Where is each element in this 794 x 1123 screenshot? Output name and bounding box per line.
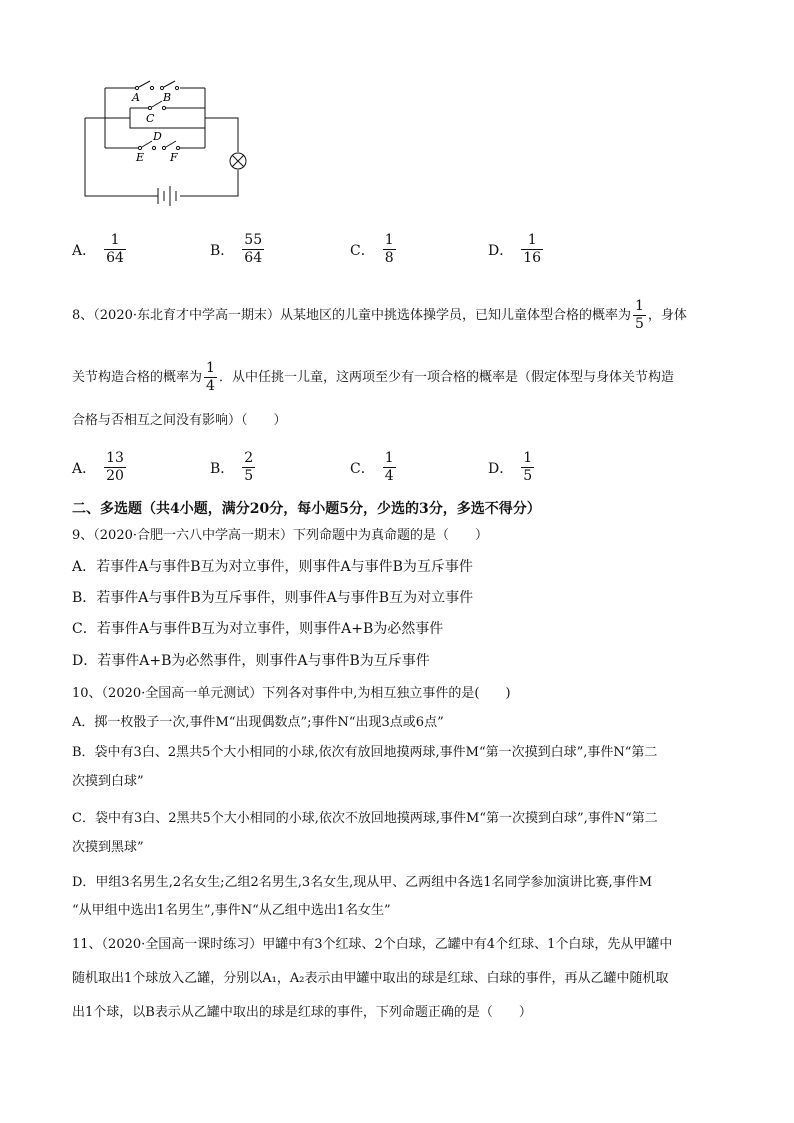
option-fraction: $\frac{1}{4}$: [384, 450, 394, 484]
switch-label-c: C: [146, 112, 155, 125]
q11-line-1: 11、（2020·全国高一课时练习）甲罐中有3个红球、2个白球，乙罐中有4个红球、1个白球，先从甲罐中: [72, 937, 673, 952]
option-fraction: $\frac{1}{64}$: [106, 232, 124, 266]
q10-option-b-line2: 次摸到白球”: [72, 774, 144, 789]
q9-option-b[interactable]: B．若事件A与事件B为互斥事件，则事件A与事件B互为对立事件: [72, 590, 474, 606]
option-fraction: $\frac{2}{5}$: [244, 450, 254, 484]
q8-fraction-1: $\frac{1}{5}$: [635, 298, 644, 332]
q11-line-2: 随机取出1个球放入乙罐，分别以A₁，A₂表示由甲罐中取出的球是红球、白球的事件，再从乙罐中随机取: [72, 971, 669, 986]
option-label: D．: [488, 460, 514, 477]
switch-label-f: F: [170, 151, 178, 164]
q8-line-1: 8、（2020·东北育才中学高一期末）从某地区的儿童中挑选体操学员，已知儿童体型合格的概率为 $\frac{1}{5}$ ，身体: [72, 298, 687, 332]
q10-option-d-line2: “从甲组中选出1名男生”,事件N“从乙组中选出1名女生”: [72, 903, 391, 918]
q9-stem: 9、（2020·合肥一六八中学高一期末）下列命题中为真命题的是（ ）: [72, 528, 488, 543]
option-label: D．: [488, 242, 514, 259]
option-label: C．: [350, 460, 375, 477]
q7-option-a[interactable]: [72, 232, 128, 267]
q8-option-b[interactable]: [210, 450, 257, 485]
option-fraction: $\frac{1}{8}$: [384, 232, 394, 266]
q9-option-a[interactable]: A．若事件A与事件B互为对立事件，则事件A与事件B为互斥事件: [72, 559, 473, 575]
switch-label-b: B: [163, 91, 172, 104]
q8-line-3: 合格与否相互之间没有影响）（ ）: [72, 413, 287, 428]
option-label: C．: [350, 242, 375, 259]
option-label: B．: [210, 460, 235, 477]
option-label: A．: [72, 460, 97, 477]
q7-option-c[interactable]: [350, 232, 398, 267]
option-fraction: $\frac{1}{16}$: [523, 232, 542, 266]
option-fraction: $\frac{13}{20}$: [106, 450, 124, 484]
q9-option-d[interactable]: D．若事件A+B为必然事件，则事件A与事件B为互斥事件: [72, 653, 430, 669]
section-2-title: 二、多选题（共4小题，满分20分，每小题5分，少选的3分，多选不得分）: [72, 501, 541, 517]
option-fraction: $\frac{1}{5}$: [523, 450, 533, 484]
q8-option-a[interactable]: [72, 450, 128, 485]
option-fraction: $\frac{55}{64}$: [244, 232, 263, 266]
circuit-wire-outer: [85, 118, 158, 196]
switch-label-a: A: [132, 91, 140, 104]
q9-option-c[interactable]: C．若事件A与事件B互为对立事件，则事件A+B为必然事件: [72, 621, 444, 637]
q8-line-2: 关节构造合格的概率为 $\frac{1}{4}$ ．从中任挑一儿童，这两项至少有一项合格的概率是（假定体型与身体关节构造: [72, 360, 674, 394]
q10-option-b-line1[interactable]: B．袋中有3白、2黑共5个大小相同的小球,依次有放回地摸两球,事件M“第一次摸到白球”,事件N“第二: [72, 745, 658, 760]
q8-option-d[interactable]: [488, 450, 536, 485]
switch-label-e: E: [136, 151, 145, 164]
q10-option-c-line2: 次摸到黑球”: [72, 840, 144, 855]
option-label: B．: [210, 242, 235, 259]
q8-option-c[interactable]: [350, 450, 398, 485]
option-label: A．: [72, 242, 97, 259]
q7-option-b[interactable]: [210, 232, 266, 267]
q10-stem: 10、（2020·全国高一单元测试）下列各对事件中,为相互独立事件的是( ): [72, 686, 511, 701]
q8-fraction-2: $\frac{1}{4}$: [206, 360, 215, 394]
switch-label-d: D: [153, 130, 162, 143]
q10-option-c-line1[interactable]: C．袋中有3白、2黑共5个大小相同的小球,依次不放回地摸两球,事件M“第一次摸到白球”,事件N“第二: [72, 811, 658, 826]
q10-option-d-line1[interactable]: D．甲组3名男生,2名女生;乙组2名男生,3名女生,现从甲、乙两组中各选1名同学参加演讲比赛,事件M: [72, 875, 652, 890]
q11-line-3: 出1个球，以B表示从乙罐中取出的球是红球的事件，下列命题正确的是（ ）: [72, 1005, 532, 1020]
q7-option-d[interactable]: [488, 232, 545, 267]
q10-option-a[interactable]: A．掷一枚骰子一次,事件M“出现偶数点”;事件N“出现3点或6点”: [72, 715, 444, 730]
circuit-diagram: [80, 70, 260, 210]
